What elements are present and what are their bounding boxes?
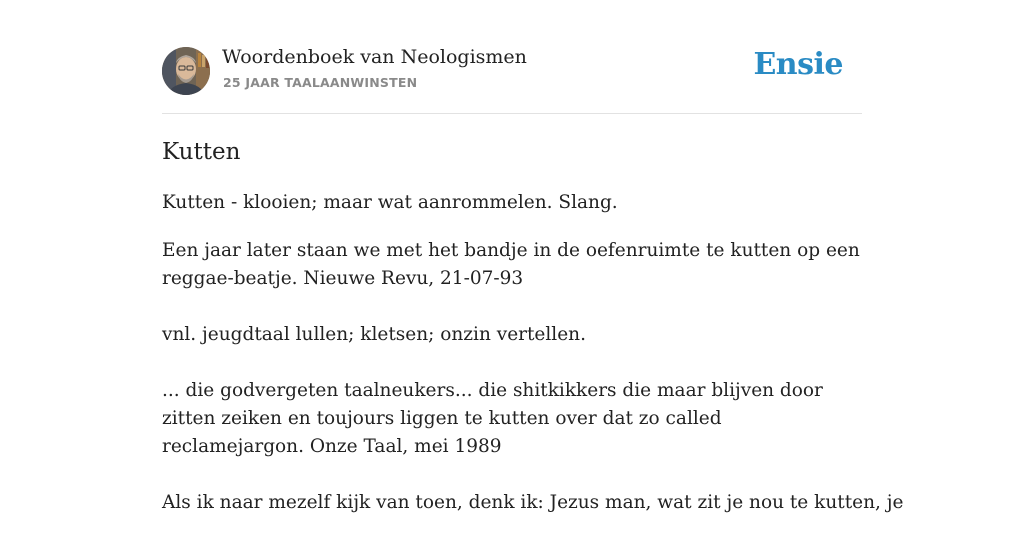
site-header bbox=[162, 0, 862, 114]
article-paragraph: Een jaar later staan we met het bandje in de oefenruimte te kutten op een reggae-beatje. Nieuwe Revu, 21-07-93 bbox=[162, 240, 860, 289]
article-definition: Kutten - klooien; maar wat aanrommelen. Slang. bbox=[162, 192, 618, 213]
author-avatar[interactable] bbox=[162, 47, 210, 95]
avatar-portrait-icon bbox=[162, 47, 210, 95]
article-title: Kutten bbox=[162, 139, 241, 165]
article-paragraph: Als ik naar mezelf kijk van toen, denk ik: Jezus man, wat zit je nou te kutten, je bbox=[162, 492, 904, 513]
article-paragraph: ... die godvergeten taalneukers... die shitkikkers die maar blijven door zitten zeiken en toujours liggen te kutten over dat zo called reclamejargon. Onze Taal, mei 1989 bbox=[162, 380, 823, 457]
ensie-logo[interactable]: Ensie bbox=[753, 47, 843, 82]
page bbox=[162, 0, 904, 513]
site-title[interactable]: Woordenboek van Neologismen bbox=[222, 46, 527, 68]
site-subtitle: 25 JAAR TAALAANWINSTEN bbox=[223, 75, 418, 90]
article-body bbox=[162, 237, 904, 545]
article-paragraph: vnl. jeugdtaal lullen; kletsen; onzin vertellen. bbox=[162, 324, 586, 345]
